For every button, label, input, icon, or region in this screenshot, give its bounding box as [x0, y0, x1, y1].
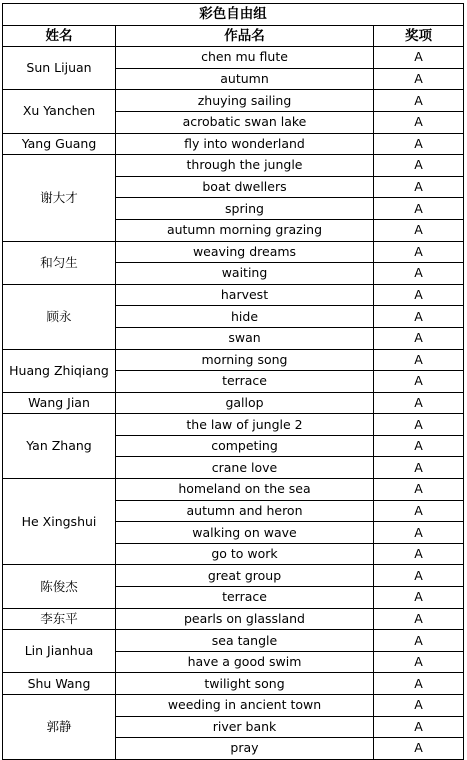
work-title-cell: go to work [116, 543, 374, 565]
artist-name-cell: 谢大才 [3, 155, 116, 241]
work-title-cell: autumn and heron [116, 500, 374, 522]
award-cell: A [374, 435, 464, 457]
award-cell: A [374, 673, 464, 695]
artist-name-cell: Shu Wang [3, 673, 116, 695]
artist-name-cell: Xu Yanchen [3, 90, 116, 133]
work-title-cell: through the jungle [116, 155, 374, 177]
artist-name-cell: Lin Jianhua [3, 630, 116, 673]
award-cell: A [374, 630, 464, 652]
award-table [2, 3, 464, 760]
work-title-cell: weaving dreams [116, 241, 374, 263]
table-row [3, 673, 464, 695]
award-cell: A [374, 651, 464, 673]
award-cell: A [374, 327, 464, 349]
work-title-cell: competing [116, 435, 374, 457]
award-cell: A [374, 414, 464, 436]
artist-name-cell: Yan Zhang [3, 414, 116, 479]
table-row [3, 241, 464, 263]
award-cell: A [374, 68, 464, 90]
table-body [3, 47, 464, 760]
award-cell: A [374, 695, 464, 717]
table-row [3, 608, 464, 630]
work-title-cell: swan [116, 327, 374, 349]
work-title-cell: homeland on the sea [116, 479, 374, 501]
work-title-cell: river bank [116, 716, 374, 738]
award-cell: A [374, 738, 464, 760]
artist-name-cell: 李东平 [3, 608, 116, 630]
work-title-cell: fly into wonderland [116, 133, 374, 155]
artist-name-cell: 陈俊杰 [3, 565, 116, 608]
work-title-cell: hide [116, 306, 374, 328]
award-cell: A [374, 522, 464, 544]
award-cell: A [374, 371, 464, 393]
artist-name-cell: Sun Lijuan [3, 47, 116, 90]
award-cell: A [374, 263, 464, 285]
award-cell: A [374, 47, 464, 69]
award-cell: A [374, 219, 464, 241]
header-award: 奖项 [374, 25, 464, 47]
work-title-cell: the law of jungle 2 [116, 414, 374, 436]
artist-name-cell: 郭静 [3, 695, 116, 760]
award-cell: A [374, 608, 464, 630]
table-row [3, 284, 464, 306]
work-title-cell: crane love [116, 457, 374, 479]
table-row [3, 47, 464, 69]
work-title-cell: sea tangle [116, 630, 374, 652]
header-work: 作品名 [116, 25, 374, 47]
work-title-cell: spring [116, 198, 374, 220]
work-title-cell: chen mu flute [116, 47, 374, 69]
artist-name-cell: Wang Jian [3, 392, 116, 414]
table-row [3, 479, 464, 501]
award-cell: A [374, 306, 464, 328]
award-cell: A [374, 587, 464, 609]
work-title-cell: terrace [116, 371, 374, 393]
award-cell: A [374, 90, 464, 112]
work-title-cell: gallop [116, 392, 374, 414]
work-title-cell: boat dwellers [116, 176, 374, 198]
work-title-cell: terrace [116, 587, 374, 609]
work-title-cell: twilight song [116, 673, 374, 695]
award-cell: A [374, 716, 464, 738]
award-cell: A [374, 479, 464, 501]
award-cell: A [374, 392, 464, 414]
work-title-cell: pray [116, 738, 374, 760]
artist-name-cell: Huang Zhiqiang [3, 349, 116, 392]
award-cell: A [374, 111, 464, 133]
table-row [3, 155, 464, 177]
work-title-cell: harvest [116, 284, 374, 306]
work-title-cell: walking on wave [116, 522, 374, 544]
award-cell: A [374, 155, 464, 177]
table-row [3, 565, 464, 587]
award-cell: A [374, 565, 464, 587]
artist-name-cell: 顾永 [3, 284, 116, 349]
award-cell: A [374, 349, 464, 371]
award-cell: A [374, 198, 464, 220]
table-row [3, 90, 464, 112]
artist-name-cell: 和匀生 [3, 241, 116, 284]
work-title-cell: morning song [116, 349, 374, 371]
work-title-cell: zhuying sailing [116, 90, 374, 112]
award-cell: A [374, 241, 464, 263]
artist-name-cell: He Xingshui [3, 479, 116, 565]
award-cell: A [374, 543, 464, 565]
award-cell: A [374, 176, 464, 198]
work-title-cell: autumn morning grazing [116, 219, 374, 241]
work-title-cell: pearls on glassland [116, 608, 374, 630]
header-name: 姓名 [3, 25, 116, 47]
table-row [3, 133, 464, 155]
table-row [3, 349, 464, 371]
award-cell: A [374, 500, 464, 522]
work-title-cell: waiting [116, 263, 374, 285]
table-row [3, 392, 464, 414]
work-title-cell: weeding in ancient town [116, 695, 374, 717]
title-row [3, 4, 464, 26]
work-title-cell: acrobatic swan lake [116, 111, 374, 133]
table-row [3, 414, 464, 436]
table-row [3, 695, 464, 717]
table-row [3, 630, 464, 652]
work-title-cell: have a good swim [116, 651, 374, 673]
table-title: 彩色自由组 [3, 4, 464, 26]
work-title-cell: autumn [116, 68, 374, 90]
header-row [3, 25, 464, 47]
artist-name-cell: Yang Guang [3, 133, 116, 155]
work-title-cell: great group [116, 565, 374, 587]
award-cell: A [374, 284, 464, 306]
award-cell: A [374, 457, 464, 479]
award-cell: A [374, 133, 464, 155]
